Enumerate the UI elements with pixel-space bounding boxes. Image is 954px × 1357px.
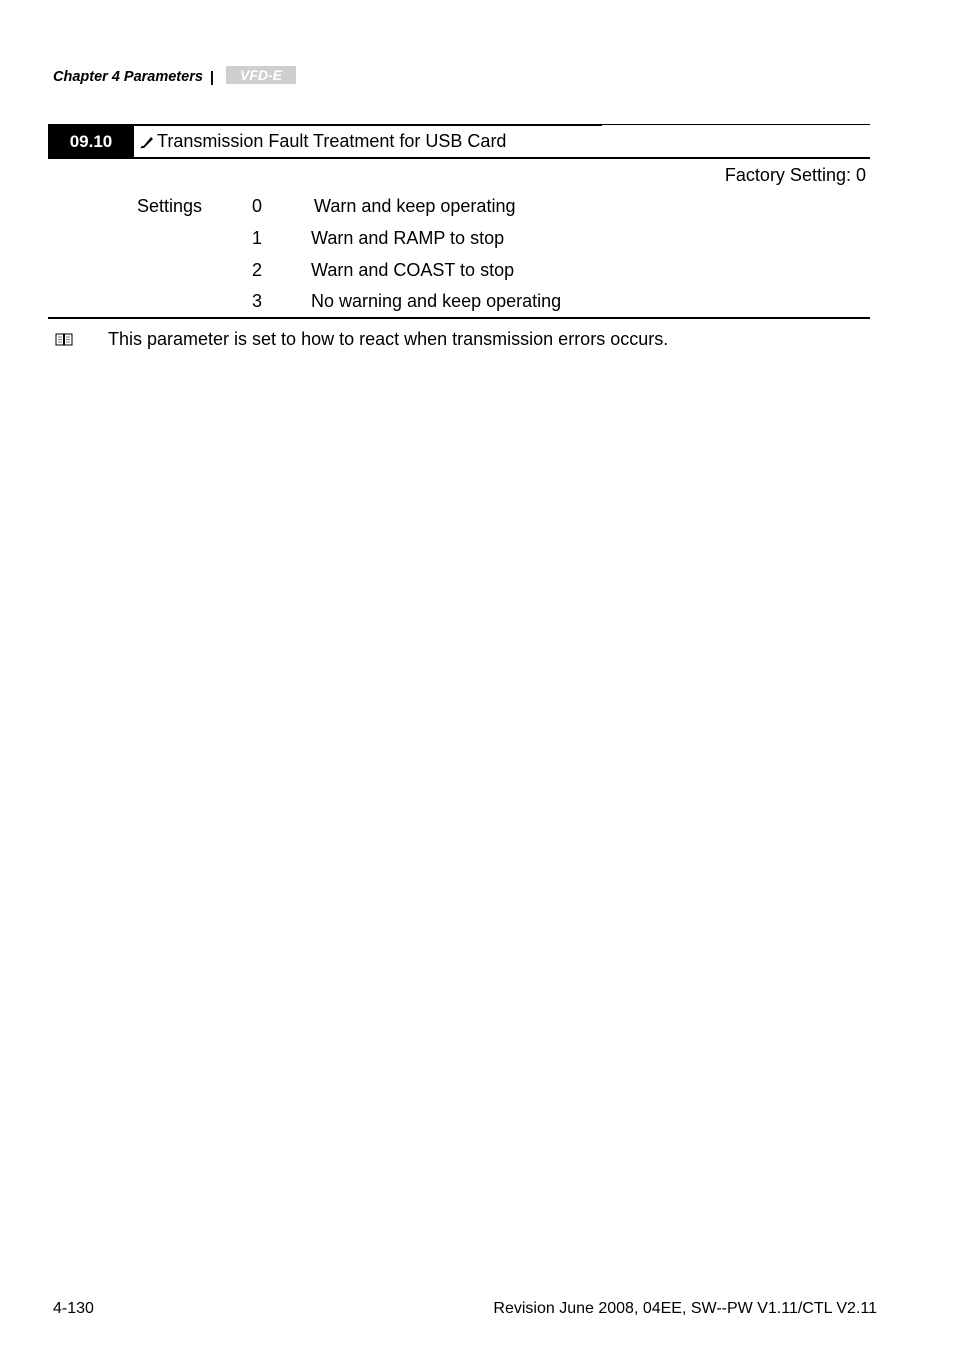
setting-value: 3: [252, 291, 263, 311]
setting-value: 2: [252, 260, 263, 280]
parameter-title-wrap: [140, 124, 506, 159]
parameter-header: [48, 124, 870, 159]
svg-text:VFD-E: VFD-E: [240, 67, 283, 83]
divider: [48, 317, 870, 319]
setting-description: No warning and keep operating: [311, 291, 562, 311]
setting-value: 0: [252, 196, 263, 216]
note-text: This parameter is set to how to react when transmission errors occurs.: [108, 328, 669, 349]
note: [55, 328, 669, 349]
setting-value: 1: [252, 228, 263, 248]
chapter-title: Chapter 4 Parameters: [53, 69, 203, 85]
settings-label: Settings: [137, 196, 203, 216]
page-header: [53, 66, 296, 88]
book-icon: [55, 332, 73, 346]
setting-description: Warn and RAMP to stop: [311, 228, 505, 248]
parameter-title: Transmission Fault Treatment for USB Card: [157, 131, 507, 151]
setting-description: Warn and COAST to stop: [311, 260, 515, 280]
page-number: 4-130: [53, 1300, 94, 1317]
vfd-e-logo: [226, 66, 296, 84]
pencil-icon: [140, 135, 154, 149]
factory-setting: Factory Setting: 0: [724, 165, 866, 185]
setting-description: Warn and keep operating: [314, 196, 516, 216]
revision-info: Revision June 2008, 04EE, SW--PW V1.11/CTL V2.11: [493, 1300, 877, 1317]
header-separator: |: [209, 68, 215, 86]
parameter-code: 09.10: [48, 124, 134, 159]
